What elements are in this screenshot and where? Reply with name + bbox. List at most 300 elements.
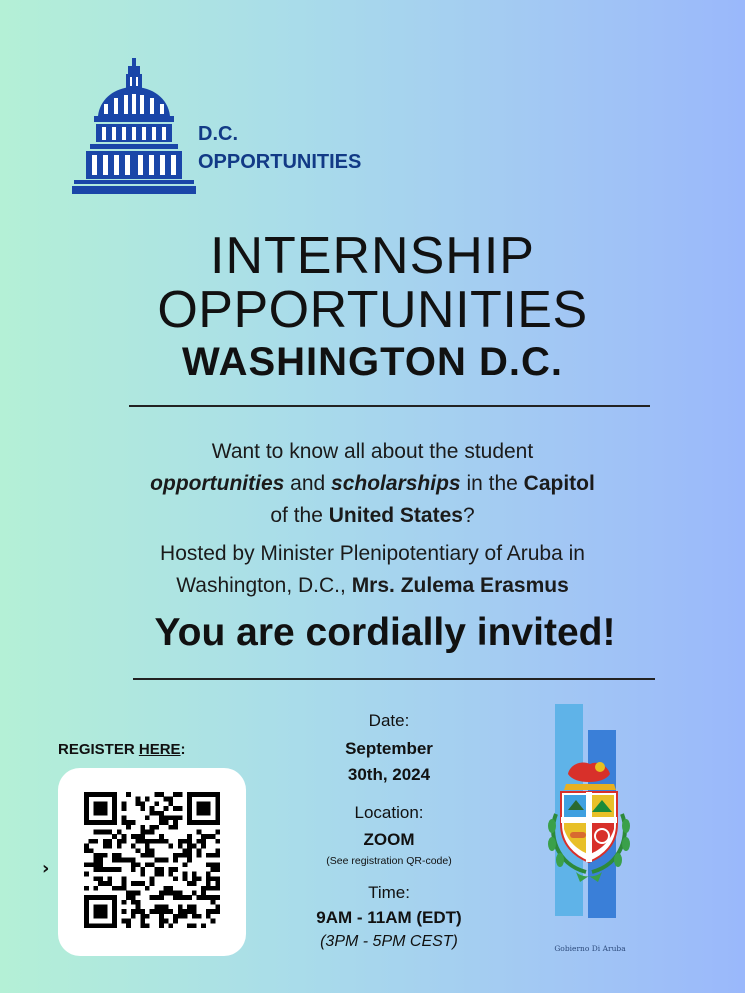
- host-line2: [0, 570, 745, 602]
- qr-module: [211, 867, 216, 872]
- word-scholarships: scholarships: [331, 472, 461, 495]
- qr-module: [173, 806, 178, 811]
- qr-module: [98, 881, 103, 886]
- qr-module: [140, 909, 145, 914]
- qr-module: [206, 834, 211, 839]
- qr-module: [150, 806, 155, 811]
- qr-module: [197, 876, 202, 881]
- qr-module: [112, 815, 117, 820]
- qr-module: [154, 909, 159, 914]
- qr-module: [187, 848, 192, 853]
- qr-module: [159, 839, 164, 844]
- qr-module: [150, 839, 155, 844]
- qr-module: [93, 895, 98, 900]
- qr-module: [103, 853, 108, 858]
- qr-module: [145, 886, 150, 891]
- qr-module: [182, 872, 187, 877]
- qr-module: [197, 801, 202, 806]
- qr-module: [140, 806, 145, 811]
- qr-module: [112, 919, 117, 924]
- qr-module: [159, 792, 164, 797]
- qr-module: [178, 890, 183, 895]
- qr-module: [211, 853, 216, 858]
- qr-module: [131, 890, 136, 895]
- qr-module: [126, 858, 131, 863]
- qr-module: [154, 867, 159, 872]
- qr-module: [154, 801, 159, 806]
- qr-module: [131, 895, 136, 900]
- qr-module: [211, 834, 216, 839]
- qr-module: [126, 792, 131, 797]
- qr-module: [98, 792, 103, 797]
- qr-module: [154, 905, 159, 910]
- time-edt: 9AM - 11AM (EDT): [316, 908, 462, 927]
- qr-module: [140, 923, 145, 928]
- qr-module: [173, 919, 178, 924]
- qr-module: [117, 858, 122, 863]
- qr-module: [93, 801, 98, 806]
- location-section: [289, 801, 489, 869]
- org-name-line2: OPPORTUNITIES: [198, 151, 362, 173]
- qr-module: [187, 923, 192, 928]
- qr-module: [84, 815, 89, 820]
- qr-module: [182, 853, 187, 858]
- qr-module: [89, 820, 94, 825]
- qr-module: [178, 815, 183, 820]
- word-question-mark: ?: [462, 504, 475, 527]
- qr-module: [136, 862, 141, 867]
- qr-module: [103, 830, 108, 835]
- qr-module: [84, 797, 89, 802]
- qr-module: [131, 867, 136, 872]
- qr-module: [103, 839, 108, 844]
- word-of-the: of the: [270, 504, 329, 527]
- qr-module: [164, 858, 169, 863]
- qr-module: [211, 909, 216, 914]
- qr-module: [84, 811, 89, 816]
- qr-module: [159, 909, 164, 914]
- qr-module: [150, 853, 155, 858]
- qr-module: [154, 825, 159, 830]
- qr-module: [215, 862, 220, 867]
- qr-module: [211, 895, 216, 900]
- qr-module: [173, 792, 178, 797]
- qr-module: [197, 853, 202, 858]
- qr-module: [98, 862, 103, 867]
- qr-module: [107, 895, 112, 900]
- title-line1: INTERNSHIP: [210, 227, 535, 285]
- qr-module: [211, 792, 216, 797]
- qr-module: [187, 839, 192, 844]
- location-label: Location:: [354, 803, 424, 822]
- qr-module: [131, 862, 136, 867]
- qr-module: [107, 792, 112, 797]
- qr-module: [89, 792, 94, 797]
- qr-module: [112, 858, 117, 863]
- qr-module: [215, 853, 220, 858]
- qr-module: [192, 820, 197, 825]
- time-label: Time:: [368, 883, 410, 902]
- intro-line2: [0, 468, 745, 500]
- org-name: [198, 120, 361, 176]
- qr-code-icon[interactable]: [84, 792, 220, 928]
- qr-module: [98, 895, 103, 900]
- qr-module: [112, 905, 117, 910]
- qr-module: [103, 895, 108, 900]
- qr-module: [98, 914, 103, 919]
- qr-module: [150, 881, 155, 886]
- qr-module: [131, 909, 136, 914]
- qr-module: [84, 900, 89, 905]
- qr-module: [187, 792, 192, 797]
- qr-module: [136, 905, 141, 910]
- qr-module: [98, 905, 103, 910]
- qr-module: [187, 834, 192, 839]
- qr-module: [187, 797, 192, 802]
- qr-module: [136, 834, 141, 839]
- qr-module: [150, 848, 155, 853]
- qr-module: [145, 914, 150, 919]
- qr-module: [126, 919, 131, 924]
- qr-module: [131, 914, 136, 919]
- qr-module: [168, 815, 173, 820]
- qr-module: [168, 844, 173, 849]
- qr-module: [140, 839, 145, 844]
- qr-module: [112, 914, 117, 919]
- qr-module: [140, 867, 145, 872]
- qr-module: [178, 806, 183, 811]
- qr-module: [126, 923, 131, 928]
- qr-module: [145, 839, 150, 844]
- qr-module: [84, 844, 89, 849]
- qr-module: [192, 905, 197, 910]
- qr-module: [159, 890, 164, 895]
- qr-module: [154, 839, 159, 844]
- qr-module: [98, 867, 103, 872]
- qr-module: [145, 830, 150, 835]
- qr-module: [84, 862, 89, 867]
- qr-module: [140, 914, 145, 919]
- qr-module: [112, 900, 117, 905]
- qr-module: [84, 895, 89, 900]
- qr-module: [150, 830, 155, 835]
- qr-module: [131, 844, 136, 849]
- qr-module: [206, 820, 211, 825]
- qr-module: [206, 876, 211, 881]
- qr-module: [178, 909, 183, 914]
- qr-module: [173, 895, 178, 900]
- qr-module: [192, 872, 197, 877]
- qr-module: [93, 862, 98, 867]
- qr-module: [122, 806, 127, 811]
- qr-module: [145, 923, 150, 928]
- qr-module: [164, 815, 169, 820]
- qr-module: [215, 792, 220, 797]
- qr-module: [107, 830, 112, 835]
- divider-top: [129, 405, 650, 407]
- qr-module: [84, 914, 89, 919]
- qr-module: [201, 806, 206, 811]
- qr-module: [206, 886, 211, 891]
- qr-module: [173, 825, 178, 830]
- date-section: [289, 709, 489, 788]
- qr-module: [197, 792, 202, 797]
- date-line2: 30th, 2024: [347, 765, 431, 784]
- qr-module: [136, 881, 141, 886]
- qr-module: [89, 895, 94, 900]
- qr-module: [159, 895, 164, 900]
- qr-module: [168, 801, 173, 806]
- qr-module: [98, 876, 103, 881]
- date-label: Date:: [368, 711, 410, 730]
- qr-module: [159, 923, 164, 928]
- qr-module: [107, 867, 112, 872]
- qr-module: [103, 923, 108, 928]
- qr-module: [89, 923, 94, 928]
- qr-module: [201, 839, 206, 844]
- qr-module: [164, 905, 169, 910]
- qr-module: [192, 792, 197, 797]
- qr-module: [112, 909, 117, 914]
- qr-module: [98, 801, 103, 806]
- qr-module: [201, 820, 206, 825]
- qr-module: [98, 811, 103, 816]
- qr-module: [187, 905, 192, 910]
- qr-module: [136, 797, 141, 802]
- word-and: and: [284, 472, 332, 495]
- qr-module: [178, 844, 183, 849]
- qr-module: [182, 839, 187, 844]
- qr-module: [168, 872, 173, 877]
- register-label: [58, 740, 186, 760]
- qr-module: [150, 811, 155, 816]
- qr-module: [136, 900, 141, 905]
- qr-module: [117, 839, 122, 844]
- qr-module: [93, 820, 98, 825]
- qr-module: [197, 848, 202, 853]
- qr-module: [154, 858, 159, 863]
- qr-module: [197, 830, 202, 835]
- title-line2: OPPORTUNITIES: [157, 281, 588, 339]
- qr-module: [122, 801, 127, 806]
- qr-module: [159, 919, 164, 924]
- qr-module: [145, 844, 150, 849]
- invite-heading: You are cordially invited!: [154, 611, 616, 654]
- location-note: (See registration QR-code): [326, 855, 452, 867]
- qr-module: [211, 876, 216, 881]
- qr-module: [145, 853, 150, 858]
- aruba-coat-of-arms-icon: [528, 704, 650, 918]
- qr-module: [89, 862, 94, 867]
- qr-module: [150, 862, 155, 867]
- qr-module: [215, 806, 220, 811]
- qr-module: [187, 881, 192, 886]
- qr-module: [201, 844, 206, 849]
- qr-module: [84, 923, 89, 928]
- qr-module: [215, 820, 220, 825]
- qr-module: [192, 844, 197, 849]
- qr-module: [93, 909, 98, 914]
- qr-module: [122, 834, 127, 839]
- qr-module: [215, 867, 220, 872]
- qr-module: [173, 914, 178, 919]
- word-capitol: Capitol: [523, 472, 595, 495]
- qr-module: [126, 825, 131, 830]
- qr-module: [103, 867, 108, 872]
- chevron-right-icon[interactable]: ›: [42, 858, 50, 879]
- qr-module: [211, 886, 216, 891]
- qr-module: [173, 815, 178, 820]
- qr-module: [201, 890, 206, 895]
- qr-module: [122, 919, 127, 924]
- qr-module: [122, 815, 127, 820]
- qr-module: [93, 886, 98, 891]
- qr-module: [112, 853, 117, 858]
- qr-module: [112, 820, 117, 825]
- qr-module: [215, 848, 220, 853]
- qr-module: [159, 905, 164, 910]
- intro-line1: Want to know all about the student: [211, 440, 534, 463]
- qr-module: [107, 839, 112, 844]
- qr-module: [136, 909, 141, 914]
- qr-module: [159, 867, 164, 872]
- qr-module: [168, 797, 173, 802]
- qr-module: [215, 815, 220, 820]
- qr-module: [182, 914, 187, 919]
- qr-module: [107, 876, 112, 881]
- qr-module: [117, 886, 122, 891]
- qr-module: [112, 895, 117, 900]
- qr-module: [164, 886, 169, 891]
- qr-module: [187, 806, 192, 811]
- qr-module: [154, 895, 159, 900]
- qr-module: [117, 867, 122, 872]
- qr-module: [103, 914, 108, 919]
- qr-module: [131, 820, 136, 825]
- register-here-link[interactable]: HERE: [138, 741, 181, 758]
- qr-module: [192, 876, 197, 881]
- qr-module: [201, 895, 206, 900]
- qr-module: [103, 881, 108, 886]
- qr-module: [178, 905, 183, 910]
- qr-module: [93, 867, 98, 872]
- date-line1: September: [345, 739, 433, 758]
- qr-module: [145, 862, 150, 867]
- host-text: [0, 538, 745, 602]
- qr-module: [112, 801, 117, 806]
- qr-module: [178, 895, 183, 900]
- qr-module: [93, 853, 98, 858]
- qr-module: [192, 881, 197, 886]
- qr-module: [159, 834, 164, 839]
- qr-module: [131, 881, 136, 886]
- qr-module: [201, 923, 206, 928]
- qr-module: [107, 923, 112, 928]
- qr-module: [122, 909, 127, 914]
- register-prefix: REGISTER: [58, 741, 139, 758]
- qr-module: [98, 923, 103, 928]
- qr-module: [122, 858, 127, 863]
- host-line1: Hosted by Minister Plenipotentiary of Aruba in: [160, 542, 585, 565]
- qr-module: [98, 830, 103, 835]
- qr-module: [215, 886, 220, 891]
- qr-module: [126, 895, 131, 900]
- qr-module: [131, 900, 136, 905]
- qr-module: [187, 811, 192, 816]
- qr-module: [112, 867, 117, 872]
- qr-module: [206, 811, 211, 816]
- qr-module: [89, 848, 94, 853]
- qr-module: [107, 820, 112, 825]
- qr-module: [84, 806, 89, 811]
- qr-module: [140, 830, 145, 835]
- qr-module: [140, 834, 145, 839]
- qr-module: [197, 811, 202, 816]
- qr-module: [206, 853, 211, 858]
- qr-module: [215, 905, 220, 910]
- qr-module: [159, 815, 164, 820]
- qr-module: [215, 881, 220, 886]
- qr-module: [145, 815, 150, 820]
- qr-module: [187, 844, 192, 849]
- time-cest: (3PM - 5PM CEST): [320, 933, 458, 950]
- qr-module: [84, 872, 89, 877]
- qr-module: [122, 876, 127, 881]
- qr-module: [84, 905, 89, 910]
- qr-module: [103, 801, 108, 806]
- qr-module: [187, 895, 192, 900]
- qr-module: [159, 811, 164, 816]
- capitol-dome-icon: [72, 58, 196, 196]
- qr-module: [98, 909, 103, 914]
- qr-module: [145, 797, 150, 802]
- qr-module: [150, 895, 155, 900]
- qr-module: [84, 919, 89, 924]
- qr-module: [117, 830, 122, 835]
- qr-module: [187, 801, 192, 806]
- qr-module: [117, 844, 122, 849]
- qr-module: [84, 792, 89, 797]
- qr-module: [98, 858, 103, 863]
- qr-module: [140, 853, 145, 858]
- qr-module: [178, 853, 183, 858]
- title-line3: WASHINGTON D.C.: [182, 340, 563, 384]
- qr-module: [112, 834, 117, 839]
- host-line2-prefix: Washington, D.C.,: [176, 574, 352, 597]
- qr-module: [168, 825, 173, 830]
- qr-module: [187, 853, 192, 858]
- qr-module: [206, 881, 211, 886]
- qr-module: [122, 881, 127, 886]
- qr-module: [107, 881, 112, 886]
- qr-module: [206, 914, 211, 919]
- qr-module: [93, 923, 98, 928]
- qr-module: [211, 900, 216, 905]
- qr-module: [215, 876, 220, 881]
- qr-module: [150, 825, 155, 830]
- qr-module: [182, 876, 187, 881]
- qr-module: [206, 909, 211, 914]
- qr-module: [178, 914, 183, 919]
- location-value: ZOOM: [363, 830, 415, 849]
- qr-module: [211, 820, 216, 825]
- qr-module: [197, 820, 202, 825]
- qr-module: [150, 909, 155, 914]
- qr-module: [173, 867, 178, 872]
- qr-module: [168, 909, 173, 914]
- qr-module: [182, 909, 187, 914]
- qr-module: [93, 811, 98, 816]
